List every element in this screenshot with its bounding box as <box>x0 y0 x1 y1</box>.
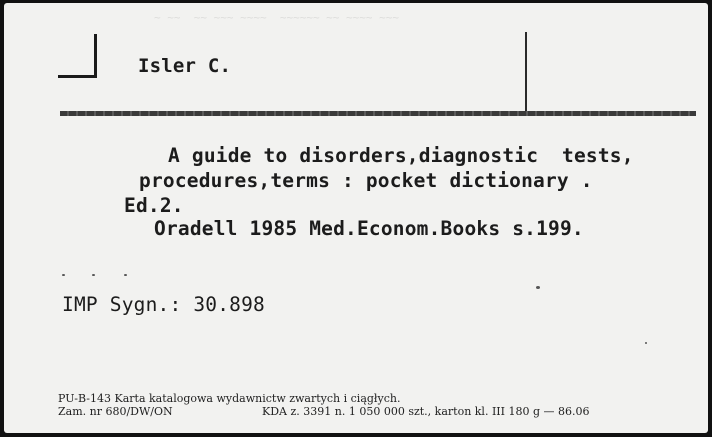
form-footer-line-2-left: Zam. nr 680/DW/ON <box>58 405 173 418</box>
title-line-2: procedures,terms : pocket dictionary . <box>139 169 593 192</box>
form-footer-line-2-right: KDA z. 3391 n. 1 050 000 szt., karton kl. III 180 g — 86.06 <box>262 405 590 418</box>
speck <box>536 286 540 289</box>
catalog-card <box>4 3 708 433</box>
form-footer-line-1: PU-B-143 Karta katalogowa wydawnictw zwartych i ciągłych. <box>58 392 401 405</box>
speck <box>92 274 95 276</box>
speck <box>645 342 647 344</box>
speck <box>124 274 127 276</box>
header-divider <box>525 32 527 112</box>
faint-background-marks: ~ ~~ ~~ ~~~ ~~~~ ~~~~~~ ~~ ~~~~ ~~~ <box>154 11 400 24</box>
imprint-line: Oradell 1985 Med.Econom.Books s.199. <box>154 217 584 240</box>
speck <box>62 274 65 276</box>
call-number: IMP Sygn.: 30.898 <box>62 293 265 316</box>
corner-bracket-horizontal <box>58 75 97 78</box>
header-rule <box>60 111 696 116</box>
corner-bracket-vertical <box>94 34 97 78</box>
author-name: Isler C. <box>138 55 232 77</box>
title-line-1: A guide to disorders,diagnostic tests, <box>168 144 634 167</box>
edition-line: Ed.2. <box>124 194 184 217</box>
